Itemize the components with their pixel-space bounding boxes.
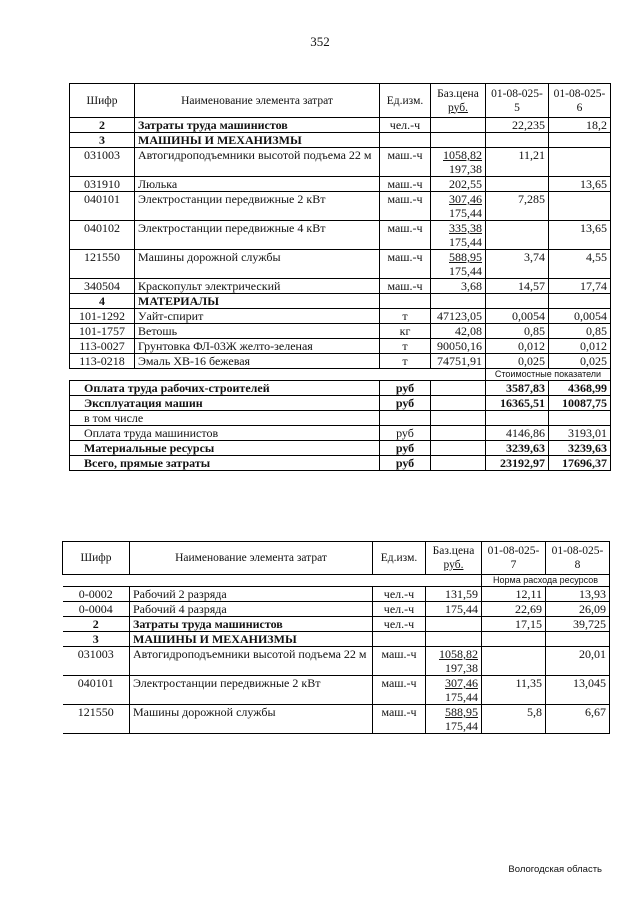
price-value: 47123,05 (437, 309, 482, 323)
name-cell: Рабочий 4 разряда (130, 602, 373, 617)
unit-cell: т (380, 354, 431, 369)
value-cell: 22,69 (482, 602, 546, 617)
price-value: 335,38 (449, 221, 482, 235)
cost-note-row (70, 369, 611, 381)
price-cell (426, 647, 482, 676)
value-cell (486, 411, 549, 426)
unit-cell: т (380, 309, 431, 324)
price-value: 3,68 (461, 279, 482, 293)
table-row (70, 294, 611, 309)
value-cell: 23192,97 (486, 456, 549, 471)
price-cell (431, 177, 486, 192)
price-value: 90050,16 (437, 339, 482, 353)
price-secondary-value: 175,44 (449, 206, 482, 220)
unit-cell (380, 294, 431, 309)
unit-cell: маш.-ч (380, 221, 431, 250)
unit-cell: чел.-ч (380, 118, 431, 133)
value-cell: 14,57 (486, 279, 549, 294)
unit-cell: маш.-ч (380, 250, 431, 279)
name-cell: Краскопульт электрический (135, 279, 380, 294)
value-cell: 13,65 (549, 177, 611, 192)
value-cell (549, 133, 611, 148)
name-cell: Автогидроподъемники высотой подъема 22 м (135, 148, 380, 177)
name-cell: Автогидроподъемники высотой подъема 22 м (130, 647, 373, 676)
summary-row (70, 456, 611, 471)
code-cell: 2 (70, 118, 135, 133)
value-cell: 7,285 (486, 192, 549, 221)
unit-cell: руб (380, 456, 431, 471)
price-cell (426, 602, 482, 617)
summary-row (70, 411, 611, 426)
value-cell: 17696,37 (549, 456, 611, 471)
unit-cell (380, 133, 431, 148)
name-cell: Ветошь (135, 324, 380, 339)
value-cell: 0,025 (486, 354, 549, 369)
value-cell: 20,01 (546, 647, 610, 676)
table-row (70, 148, 611, 177)
price-value: 307,46 (445, 676, 478, 690)
table-row (70, 118, 611, 133)
value-cell (486, 177, 549, 192)
price-value: 42,08 (455, 324, 482, 338)
footer-region: Вологодская область (508, 864, 602, 875)
name-cell: Грунтовка ФЛ-03Ж желто-зеленая (135, 339, 380, 354)
price-cell (431, 118, 486, 133)
unit-cell: маш.-ч (373, 647, 426, 676)
name-cell: Электростанции передвижные 2 кВт (135, 192, 380, 221)
price-cell (431, 192, 486, 221)
unit-cell: маш.-ч (380, 279, 431, 294)
table-header-row (70, 84, 611, 118)
table-row (70, 354, 611, 369)
value-cell: 17,74 (549, 279, 611, 294)
code-cell: 3 (63, 632, 130, 647)
value-cell: 11,35 (482, 676, 546, 705)
value-cell (549, 192, 611, 221)
value-cell (486, 133, 549, 148)
table-row (63, 705, 610, 734)
summary-row (70, 426, 611, 441)
summary-label: в том числе (70, 411, 380, 426)
value-cell: 10087,75 (549, 396, 611, 411)
value-cell: 13,93 (546, 587, 610, 602)
table-row (63, 632, 610, 647)
price-secondary-value: 175,44 (445, 719, 478, 733)
code-cell: 4 (70, 294, 135, 309)
table-row (70, 192, 611, 221)
price-cell (431, 339, 486, 354)
price-value: 1058,82 (443, 148, 482, 162)
value-cell: 5,8 (482, 705, 546, 734)
table-row (70, 324, 611, 339)
table-row (63, 676, 610, 705)
price-secondary-value: 175,44 (445, 690, 478, 704)
value-cell: 0,012 (486, 339, 549, 354)
code-cell: 2 (63, 617, 130, 632)
price-secondary-value: 175,44 (449, 235, 482, 249)
norm-note: Норма расхода ресурсов (482, 575, 610, 587)
table-row (63, 647, 610, 676)
code-cell: 101-1757 (70, 324, 135, 339)
col-code2-header: 01-08-025- 8 (546, 542, 610, 575)
value-cell (549, 294, 611, 309)
value-cell: 3239,63 (549, 441, 611, 456)
price-value: 202,55 (449, 177, 482, 191)
unit-cell: т (380, 339, 431, 354)
unit-cell: чел.-ч (373, 617, 426, 632)
code-cell: 040101 (63, 676, 130, 705)
col-unit-header: Ед.изм. (373, 542, 426, 575)
page-number: 352 (310, 34, 330, 49)
unit-cell: маш.-ч (373, 705, 426, 734)
summary-label: Эксплуатация машин (70, 396, 380, 411)
unit-cell: руб (380, 381, 431, 396)
value-cell (486, 294, 549, 309)
summary-label: Материальные ресурсы (70, 441, 380, 456)
unit-cell: руб (380, 396, 431, 411)
value-cell: 0,85 (486, 324, 549, 339)
price-secondary-value: 175,44 (449, 264, 482, 278)
value-cell: 3193,01 (549, 426, 611, 441)
price-value: 588,95 (449, 250, 482, 264)
summary-label: Оплата труда рабочих-строителей (70, 381, 380, 396)
table-row (70, 177, 611, 192)
price-cell (431, 133, 486, 148)
name-cell: Эмаль ХВ-16 бежевая (135, 354, 380, 369)
empty-cell (431, 381, 486, 396)
code-cell: 121550 (70, 250, 135, 279)
table-row (70, 279, 611, 294)
col-code1-header: 01-08-025- 5 (486, 84, 549, 118)
code-cell: 113-0218 (70, 354, 135, 369)
col-price-header: Баз.цена руб. (431, 84, 486, 118)
value-cell: 13,045 (546, 676, 610, 705)
empty-cell (431, 441, 486, 456)
name-cell: Машины дорожной службы (130, 705, 373, 734)
code-cell: 0-0002 (63, 587, 130, 602)
cost-note: Стоимостные показатели (486, 369, 611, 381)
summary-label: Оплата труда машинистов (70, 426, 380, 441)
unit-cell (373, 632, 426, 647)
price-secondary-value: 197,38 (449, 162, 482, 176)
value-cell: 6,67 (546, 705, 610, 734)
value-cell (546, 632, 610, 647)
col-code-header: Шифр (63, 542, 130, 575)
value-cell: 22,235 (486, 118, 549, 133)
col-price-header: Баз.цена руб. (426, 542, 482, 575)
price-cell (431, 354, 486, 369)
price-value: 307,46 (449, 192, 482, 206)
code-cell: 031003 (63, 647, 130, 676)
name-cell: Уайт-спирит (135, 309, 380, 324)
col-code-header: Шифр (70, 84, 135, 118)
code-cell: 0-0004 (63, 602, 130, 617)
price-value: 175,44 (445, 602, 478, 616)
name-cell: Люлька (135, 177, 380, 192)
table-row (70, 250, 611, 279)
price-cell (431, 294, 486, 309)
value-cell: 0,025 (549, 354, 611, 369)
value-cell (486, 221, 549, 250)
empty-cell (431, 456, 486, 471)
price-cell (426, 617, 482, 632)
price-cell (431, 221, 486, 250)
price-secondary-value: 197,38 (445, 661, 478, 675)
table-row (63, 602, 610, 617)
value-cell: 12,11 (482, 587, 546, 602)
table-row (70, 221, 611, 250)
unit-cell: чел.-ч (373, 602, 426, 617)
name-cell: Машины дорожной службы (135, 250, 380, 279)
price-cell (426, 587, 482, 602)
resource-table-2 (62, 541, 610, 734)
summary-row (70, 381, 611, 396)
summary-row (70, 396, 611, 411)
table-header-row (63, 542, 610, 575)
name-cell: Затраты труда машинистов (130, 617, 373, 632)
value-cell (549, 411, 611, 426)
code-cell: 031003 (70, 148, 135, 177)
name-cell: Электростанции передвижные 4 кВт (135, 221, 380, 250)
summary-label: Всего, прямые затраты (70, 456, 380, 471)
name-cell: МАТЕРИАЛЫ (135, 294, 380, 309)
code-cell: 040102 (70, 221, 135, 250)
table-row (70, 339, 611, 354)
table-row (70, 133, 611, 148)
code-cell: 121550 (63, 705, 130, 734)
code-cell: 040101 (70, 192, 135, 221)
value-cell (482, 647, 546, 676)
value-cell: 4368,99 (549, 381, 611, 396)
value-cell: 39,725 (546, 617, 610, 632)
price-cell (426, 705, 482, 734)
value-cell: 3587,83 (486, 381, 549, 396)
value-cell: 26,09 (546, 602, 610, 617)
code-cell: 340504 (70, 279, 135, 294)
col-unit-header: Ед.изм. (380, 84, 431, 118)
price-value: 74751,91 (437, 354, 482, 368)
col-name-header: Наименование элемента затрат (135, 84, 380, 118)
table-row (63, 617, 610, 632)
value-cell: 17,15 (482, 617, 546, 632)
value-cell: 3239,63 (486, 441, 549, 456)
resource-table-1 (69, 83, 611, 471)
code-cell: 113-0027 (70, 339, 135, 354)
name-cell: МАШИНЫ И МЕХАНИЗМЫ (135, 133, 380, 148)
value-cell: 0,0054 (486, 309, 549, 324)
unit-cell: маш.-ч (380, 192, 431, 221)
summary-row (70, 441, 611, 456)
empty-cell (431, 411, 486, 426)
unit-cell: руб (380, 441, 431, 456)
empty-cell (431, 396, 486, 411)
norm-note-row (63, 575, 610, 587)
col-name-header: Наименование элемента затрат (130, 542, 373, 575)
unit-cell: маш.-ч (380, 148, 431, 177)
price-cell (426, 632, 482, 647)
col-code2-header: 01-08-025- 6 (549, 84, 611, 118)
price-value: 131,59 (445, 587, 478, 601)
unit-cell: руб (380, 426, 431, 441)
value-cell: 4146,86 (486, 426, 549, 441)
price-cell (431, 148, 486, 177)
value-cell: 0,0054 (549, 309, 611, 324)
price-cell (426, 676, 482, 705)
name-cell: МАШИНЫ И МЕХАНИЗМЫ (130, 632, 373, 647)
table-row (63, 587, 610, 602)
price-value: 1058,82 (439, 647, 478, 661)
col-code1-header: 01-08-025- 7 (482, 542, 546, 575)
price-cell (431, 309, 486, 324)
value-cell: 0,85 (549, 324, 611, 339)
unit-cell: кг (380, 324, 431, 339)
value-cell: 3,74 (486, 250, 549, 279)
unit-cell: маш.-ч (373, 676, 426, 705)
empty-cell (431, 426, 486, 441)
unit-cell (380, 411, 431, 426)
code-cell: 031910 (70, 177, 135, 192)
unit-cell: маш.-ч (380, 177, 431, 192)
value-cell (482, 632, 546, 647)
price-cell (431, 279, 486, 294)
value-cell: 16365,51 (486, 396, 549, 411)
price-cell (431, 250, 486, 279)
unit-cell: чел.-ч (373, 587, 426, 602)
price-cell (431, 324, 486, 339)
table-row (70, 309, 611, 324)
name-cell: Рабочий 2 разряда (130, 587, 373, 602)
value-cell: 11,21 (486, 148, 549, 177)
value-cell (549, 148, 611, 177)
value-cell: 13,65 (549, 221, 611, 250)
code-cell: 3 (70, 133, 135, 148)
price-value: 588,95 (445, 705, 478, 719)
value-cell: 4,55 (549, 250, 611, 279)
value-cell: 0,012 (549, 339, 611, 354)
name-cell: Электростанции передвижные 2 кВт (130, 676, 373, 705)
name-cell: Затраты труда машинистов (135, 118, 380, 133)
value-cell: 18,2 (549, 118, 611, 133)
code-cell: 101-1292 (70, 309, 135, 324)
